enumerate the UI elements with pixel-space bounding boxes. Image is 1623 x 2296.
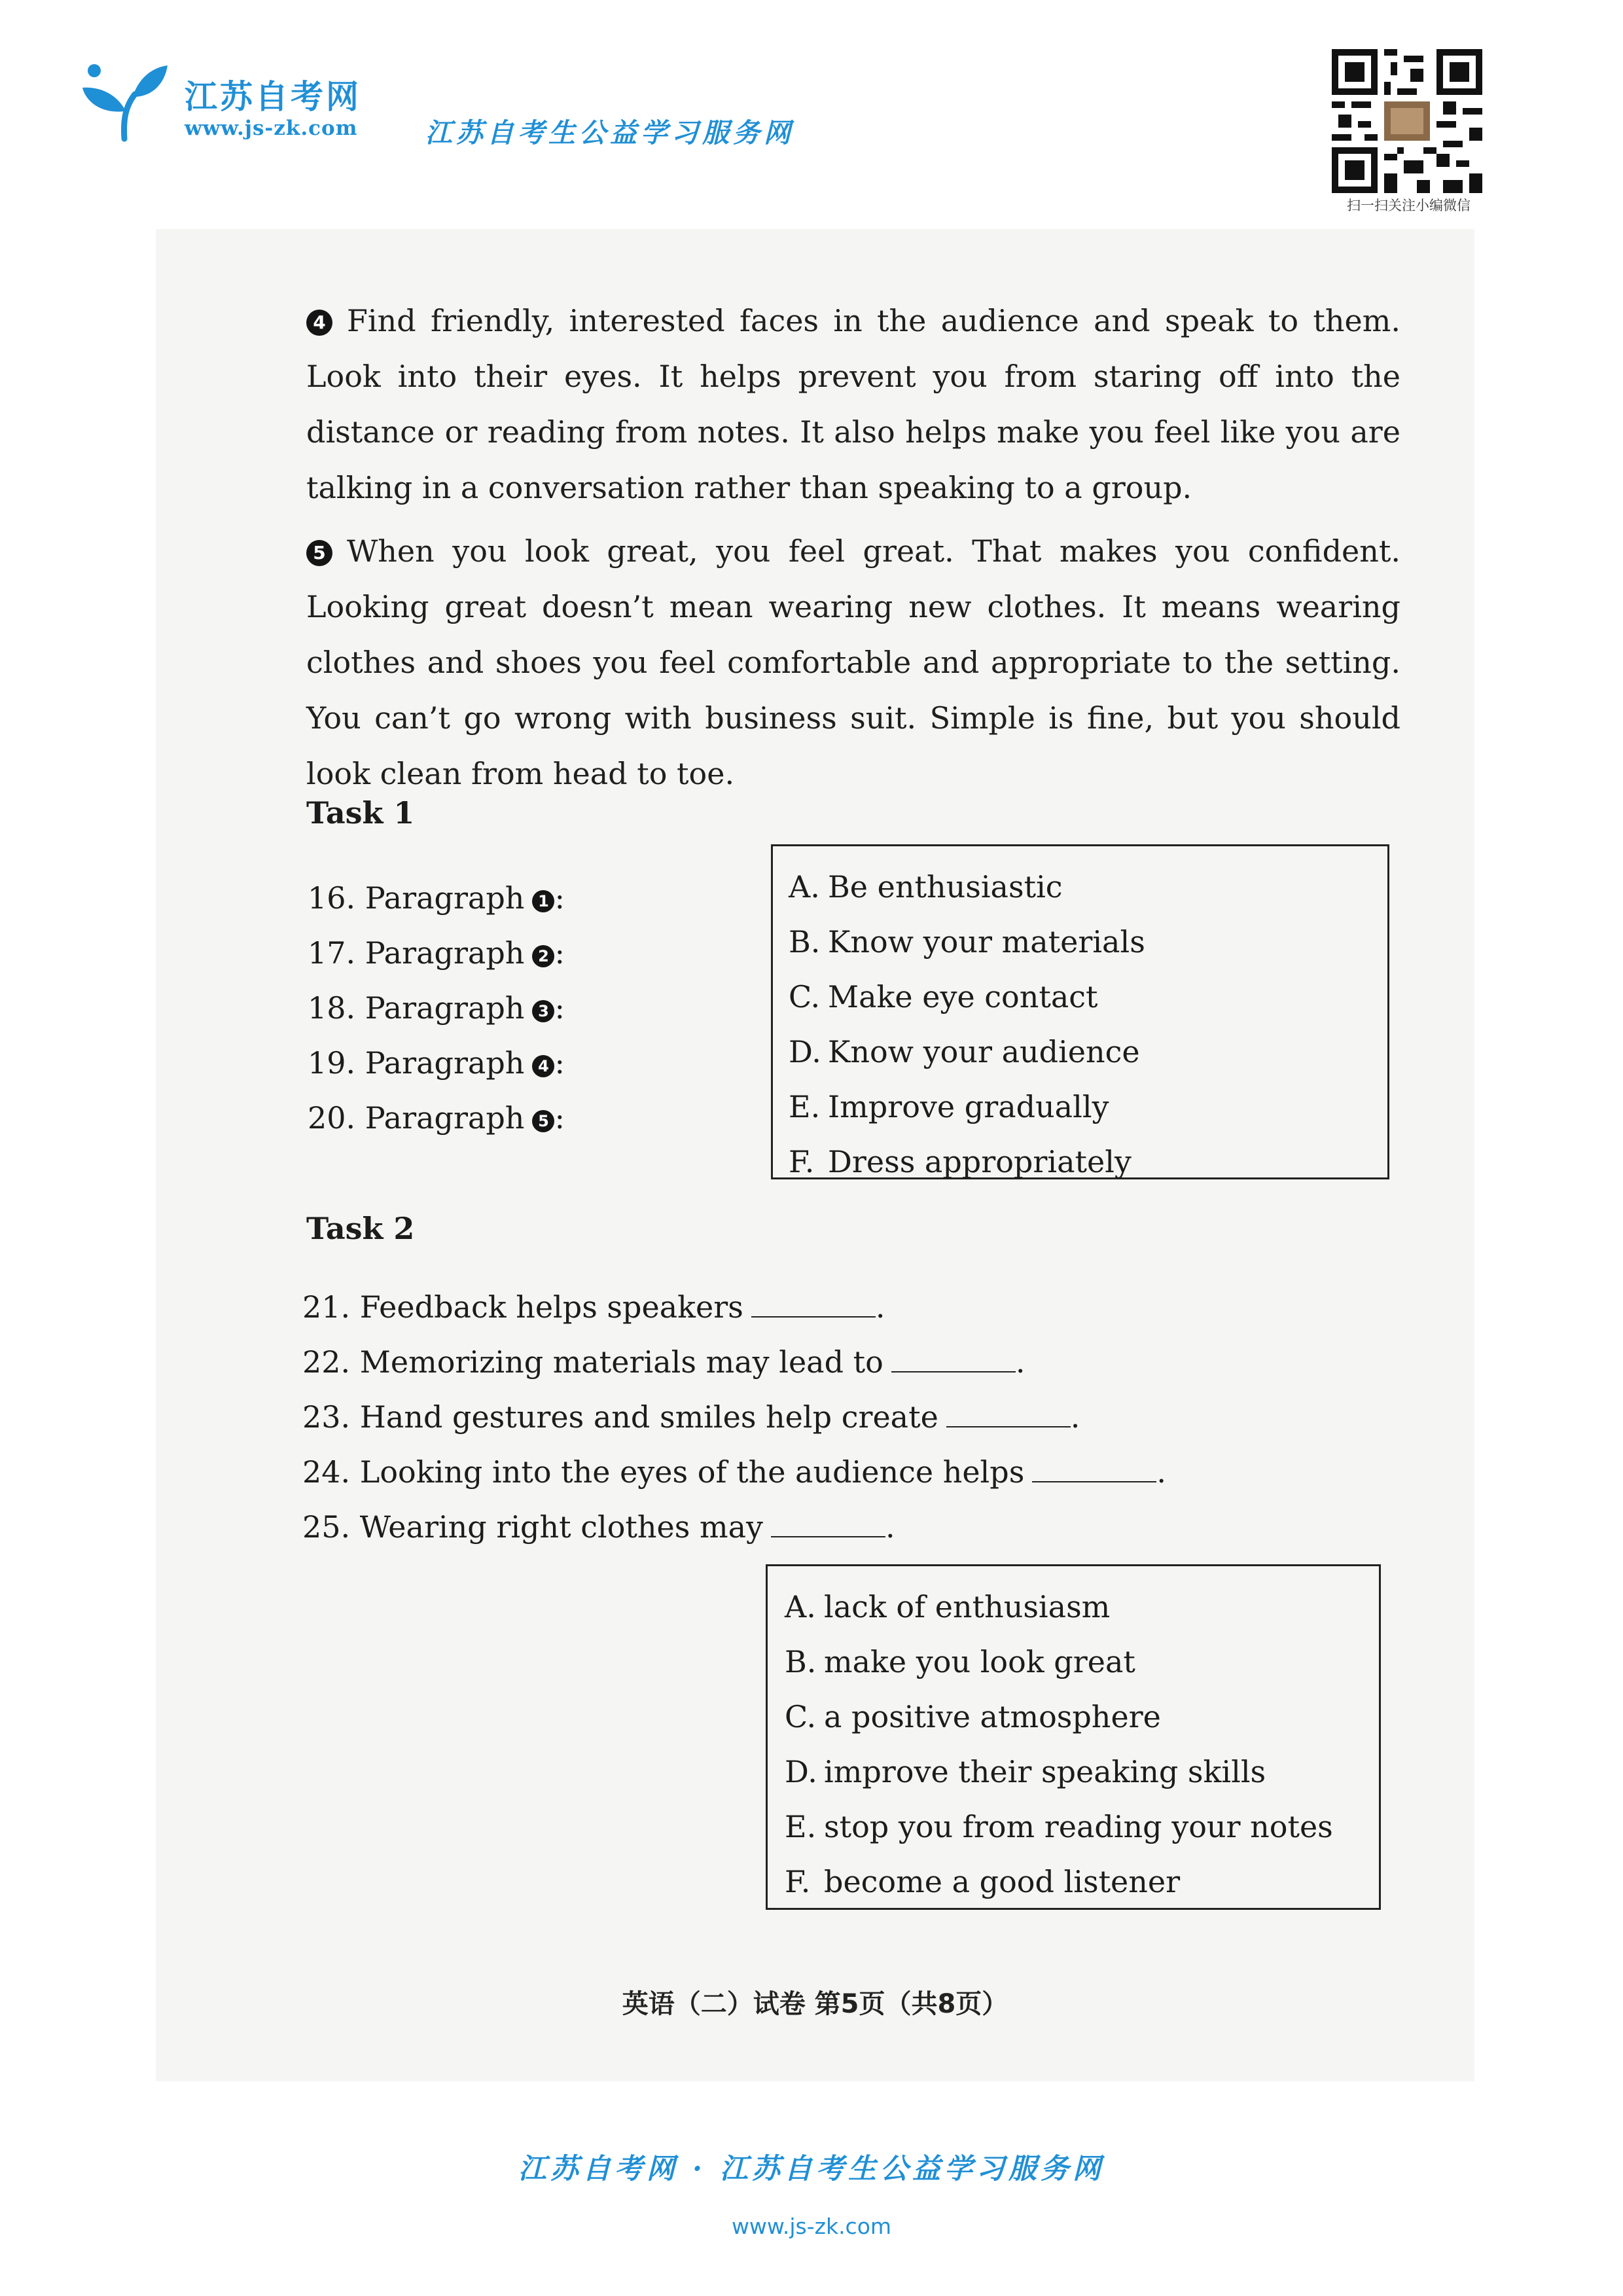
task-2-item: 21. Feedback helps speakers . — [302, 1289, 885, 1325]
task-1-items — [308, 870, 565, 1145]
task-1-title: Task 1 — [306, 795, 415, 831]
task-2-title: Task 2 — [306, 1211, 415, 1246]
task-2-items — [302, 1280, 1166, 1554]
paragraph-5 — [306, 524, 1400, 802]
paragraph-4-number: 4 — [306, 310, 332, 336]
site-url[interactable]: www.js-zk.com — [185, 117, 358, 140]
paragraph-marker: 4 — [532, 1055, 554, 1077]
answer-blank[interactable] — [891, 1344, 1016, 1372]
task-1-option: C. Make eye contact — [789, 979, 1098, 1014]
answer-blank[interactable] — [751, 1289, 876, 1318]
task-2-item: 23. Hand gestures and smiles help create . — [302, 1399, 1080, 1435]
task-2-options-box — [766, 1564, 1381, 1910]
paragraph-marker: 2 — [532, 945, 554, 967]
task-1-option: B. Know your materials — [789, 924, 1145, 960]
page-number: 英语（二）试卷 第5页（共8页） — [622, 1989, 1008, 2019]
task-1-item: 19. Paragraph 4 : — [308, 1045, 565, 1081]
header-slogan: 江苏自考生公益学习服务网 — [425, 117, 794, 149]
paragraph-4 — [306, 293, 1400, 516]
footer-slogan: 江苏自考网 · 江苏自考生公益学习服务网 — [518, 2153, 1105, 2185]
task-2-option: D. improve their speaking skills — [785, 1754, 1266, 1789]
task-1-option: A. Be enthusiastic — [789, 869, 1063, 905]
task-2-option: A. lack of enthusiasm — [785, 1589, 1111, 1624]
paragraph-marker: 5 — [532, 1110, 554, 1132]
task-1-option: E. Improve gradually — [789, 1089, 1109, 1124]
site-logo-icon — [79, 60, 170, 144]
paragraph-5-text: When you look great, you feel great. That makes you confident. Looking great doesn’t mean wearing new clothes. It means wearing clothes and shoes you feel comfortable and appropriate to the setting. You can’t go wrong with business suit. Simple is fine, but you should look clean from head to toe. — [306, 533, 1400, 791]
task-1-option: F. Dress appropriately — [789, 1144, 1132, 1179]
task-1-option: D. Know your audience — [789, 1034, 1140, 1069]
task-1-options-box — [771, 844, 1389, 1179]
task-1-item: 18. Paragraph 3 : — [308, 990, 565, 1026]
task-2-item: 25. Wearing right clothes may . — [302, 1509, 895, 1545]
task-2-option: F. become a good listener — [785, 1864, 1181, 1899]
paragraph-4-text: Find friendly, interested faces in the audience and speak to them. Look into their eyes. It helps prevent you from staring off into the distance or reading from notes. It also helps make you feel like you are talking in a conversation rather than speaking to a group. — [306, 303, 1400, 505]
task-2-item: 22. Memorizing materials may lead to . — [302, 1344, 1026, 1380]
answer-blank[interactable] — [946, 1399, 1071, 1427]
task-2-option: E. stop you from reading your notes — [785, 1809, 1333, 1844]
task-2-item: 24. Looking into the eyes of the audience helps . — [302, 1454, 1166, 1490]
paragraph-5-number: 5 — [306, 540, 332, 566]
task-1-item: 16. Paragraph 1 : — [308, 880, 565, 916]
task-1-item: 20. Paragraph 5 : — [308, 1100, 565, 1136]
site-name: 江苏自考网 — [185, 78, 361, 116]
paragraph-marker: 3 — [532, 1000, 554, 1022]
paragraph-marker: 1 — [532, 890, 554, 912]
footer-url[interactable]: www.js-zk.com — [731, 2214, 892, 2239]
task-2-option: B. make you look great — [785, 1644, 1135, 1679]
qr-code-icon — [1332, 49, 1482, 193]
qr-caption: 扫一扫关注小编微信 — [1347, 198, 1471, 213]
task-1-item: 17. Paragraph 2 : — [308, 935, 565, 971]
answer-blank[interactable] — [771, 1509, 885, 1537]
answer-blank[interactable] — [1032, 1454, 1156, 1482]
task-2-option: C. a positive atmosphere — [785, 1699, 1161, 1734]
